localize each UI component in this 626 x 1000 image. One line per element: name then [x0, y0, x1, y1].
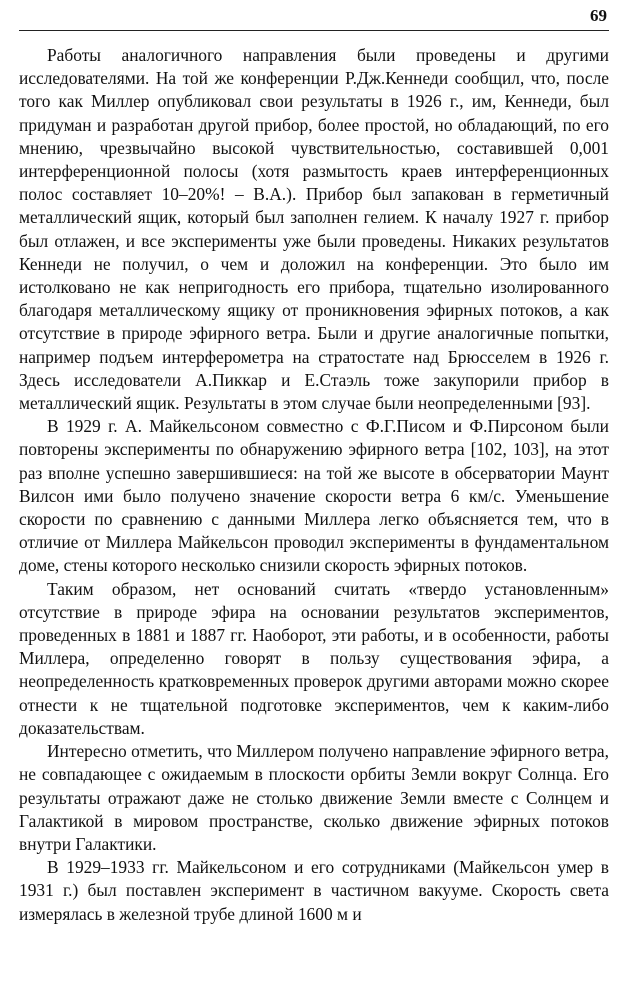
paragraph-1: Работы аналогичного направления были проведены и другими исследователями. На той же конференции Р.Дж.Кеннеди сообщил, что, после того как Миллер опубликовал свои результаты в 1926 г., им, Кеннеди, был придуман и разработан другой прибор, более простой, но обладающий, по его мнению, чрезвычайно высокой чувствительностью, составившей 0,001 интерференционной полосы (хотя размытость краев интерференционных полос составляет 10–20%! – В.А.). Прибор был запакован в герметичный металлический ящик, который был заполнен гелием. К началу 1927 г. прибор был отлажен, и все эксперименты уже были проведены. Никаких результатов Кеннеди не получил, о чем и доложил на конференции. Это было им истолковано не как непригодность его прибора, тщательно изолированного благодаря металлическому ящику от проникновения эфирных потоков, а как отсутствие в природе эфирного ветра. Были и другие аналогичные попытки, например подъем интерферометра на стратостате над Брюсселем в 1926 г. Здесь исследователи А.Пиккар и Е.Стаэль тоже закупорили прибор в металлический ящик. Результаты в этом случае были неопределенными [93].: [19, 45, 609, 414]
paragraph-4: Интересно отметить, что Миллером получено направление эфирного ветра, не совпадающее с ожидаемым в плоскости орбиты Земли вокруг Солнца. Его результаты отражают даже не столько движение Земли вместе с Солнцем и Галактикой в мировом пространстве, сколько движение эфирных потоков внутри Галактики.: [19, 741, 609, 854]
page-body: [19, 44, 609, 926]
book-page: [19, 0, 609, 1000]
page-number: 69: [590, 6, 607, 25]
paragraph-3: Таким образом, нет оснований считать «твердо установленным» отсутствие в природе эфира на основании результатов экспериментов, проведенных в 1881 и 1887 гг. Наоборот, эти работы, и в особенности, работы Миллера, определенно говорят в пользу существования эфира, а неопределенность кратковременных проверок другими авторами можно скорее отнести к не тщательной подготовке экспериментов, чем к каким-либо доказательствам.: [19, 578, 609, 738]
paragraph-5: В 1929–1933 гг. Майкельсоном и его сотрудниками (Майкельсон умер в 1931 г.) был поставлен эксперимент в частичном вакууме. Скорость света измерялась в железной трубе длиной 1600 м и: [19, 857, 609, 924]
page-header: [19, 0, 609, 31]
paragraph-2: В 1929 г. А. Майкельсоном совместно с Ф.Г.Писом и Ф.Пирсоном были повторены эксперименты по обнаружению эфирного ветра [102, 103], на этот раз вполне успешно завершившиеся: на той же высоте в обсерватории Маунт Вилсон ими было получено значение скорости ветра 6 км/с. Уменьшение скорости по сравнению с данными Миллера легко объясняется тем, что в отличие от Миллера Майкельсон проводил эксперименты в фундаментальном доме, стены которого несколько снизили скорость эфирных потоков.: [19, 416, 609, 576]
